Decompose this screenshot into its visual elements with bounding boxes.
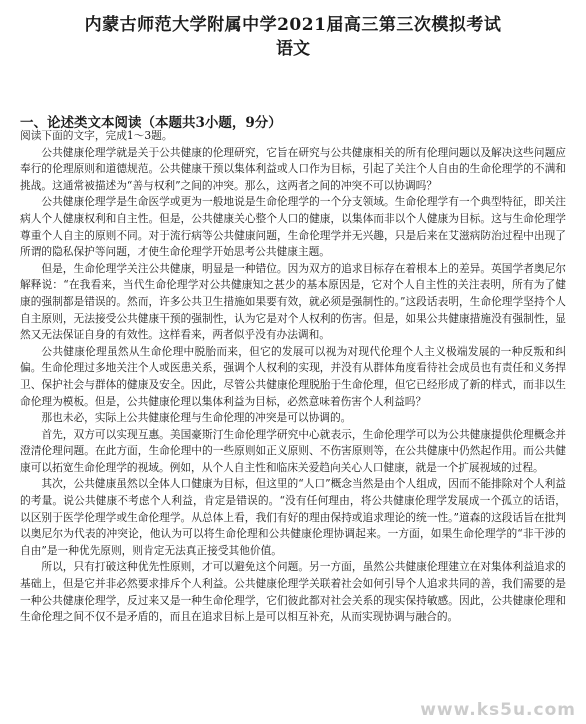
passage-paragraph-2: 公共健康伦理学是生命医学或更为一般地说是生命伦理学的一个分支领域。生命伦理学有一个典型特征，即关注病人个人健康权利和自主性。但是，公共健康关心整个人口的健康，以集体而非以个人健康为目标。这与生命伦理学尊重个人自主的原则不同。对于流行病等公共健康问题，生命伦理学并无兴趣，只是后来在艾滋病防治过程中出现了所谓的隐私保护等问题，才使生命伦理学开始思考公共健康主题。 <box>20 195 566 259</box>
reading-passage <box>20 128 566 626</box>
passage-paragraph-3: 但是，生命伦理学关注公共健康，明显是一种错位。因为双方的追求目标存在着根本上的差异。英国学者奥尼尔解释说：“在我看来，当代生命伦理学对公共健康知之甚少的基本原因是，它对个人自主性的关注表明，所有为了健康的强制都是错误的。然而，许多公共卫生措施如果要有效，就必须是强制性的。”这段话表明，生命伦理学坚持个人自主原则，无法接受公共健康干预的强制性，认为它是对个人权利的伤害。但是，如果公共健康措施没有强制性，显然又无法保证自身的有效性。这样看来，两者似乎没有办法调和。 <box>20 261 566 342</box>
passage-paragraph-4: 公共健康伦理虽然从生命伦理中脱胎而来，但它的发展可以视为对现代伦理个人主义极端发展的一种反叛和纠偏。生命伦理过多地关注个人或医患关系，强调个人权利的实现，并没有从群体角度看待社会成员也有责任和义务捍卫、保护社会与群体的健康及安全。因此，尽管公共健康伦理脱胎于生命伦理，但它已经形成了新的样式，而非以生命伦理为模板。但是，公共健康伦理以集体利益为目标，必然意味着伤害个人利益吗？ <box>20 344 566 408</box>
passage-paragraph-6: 首先，双方可以实现互惠。美国豪斯汀生命伦理学研究中心就表示，生命伦理学可以为公共健康提供伦理概念并澄清伦理问题。在此方面，生命伦理中的一些原则如正义原则、不伤害原则等，在公共健康中仍然起作用。而公共健康可以拓宽生命伦理学的视域。例如，从个人自主性和临床关爱趋向关心人口健康，就是一个扩展视域的过程。 <box>20 427 566 474</box>
reading-instruction: 阅读下面的文字，完成1～3题。 <box>20 129 173 142</box>
subject-title: 语文 <box>276 39 310 59</box>
exam-title: 内蒙古师范大学附属中学2021届高三第三次模拟考试 <box>84 15 502 35</box>
passage-paragraph-8: 所以，只有打破这种优先性原则，才可以避免这个问题。另一方面，虽然公共健康伦理建立在对集体利益追求的基础上，但是它并非必然要求排斥个人利益。公共健康伦理学关联着社会如何引导个人追求共同的善，我们需要的是一种公共健康伦理学，反过来又是一种生命伦理学，它们彼此都对社会关系的现实保持敏感。因此，公共健康伦理和生命伦理之间不仅不是矛盾的，而且在追求目标上是可以相互补充，从而实现协调与融合的。 <box>20 560 566 624</box>
passage-paragraph-5: 那也未必，实际上公共健康伦理与生命伦理的冲突是可以协调的。 <box>41 411 352 425</box>
section-heading: 一、论述类文本阅读（本题共3小题，9分） <box>20 115 282 131</box>
site-watermark: www.ks5u.com <box>420 700 576 720</box>
passage-paragraph-1: 公共健康伦理学就是关于公共健康的伦理研究，它旨在研究与公共健康相关的所有伦理问题以及解决这些问题应奉行的伦理原则和道德规范。公共健康干预以集体利益或人口作为目标，引起了关注个人自由的生命伦理学的不满和挑战。这通常被描述为“善与权利”之间的冲突。那么，这两者之间的冲突不可以协调吗？ <box>20 145 566 192</box>
passage-paragraph-7: 其次，公共健康虽然以全体人口健康为目标，但这里的“人口”概念当然是由个人组成，因而不能排除对个人利益的考量。说公共健康不考虑个人利益，肯定是错误的。“没有任何理由，将公共健康伦理学发展成一个孤立的话语，以区别于医学伦理学或生命伦理学。从总体上看，我们有好的理由保持或追求理论的统一性。”道森的这段话旨在批判以奥尼尔为代表的冲突论，他认为可以将生命伦理和公共健康伦理协调起来。一方面，如果生命伦理学的“非干涉的自由”是一种优先原则，则肯定无法真正接受其他价值。 <box>20 477 566 557</box>
